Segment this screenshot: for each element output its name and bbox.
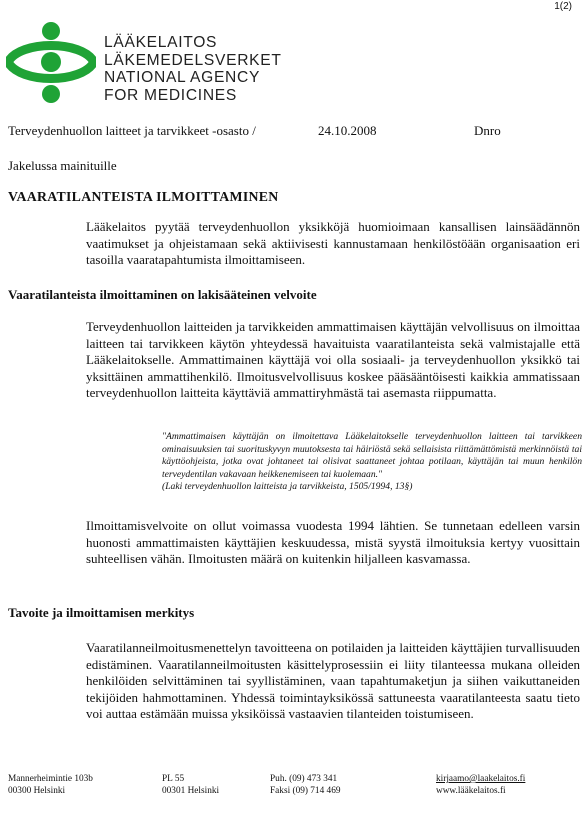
section2-heading: Tavoite ja ilmoittamisen merkitys bbox=[8, 605, 195, 620]
legal-quote-text: "Ammattimaisen käyttäjän on ilmoitettava Lääkelaitokselle terveydenhuollon laitteen tai tarvikkeen ominaisuuksien tai suorituskyvyn muutoksesta tai häiriöstä sekä sellaisista riittämättömistä merkinnöistä tai käyttöohjeista, jotka ovat johtaneet tai olisivat saattaneet johtaa potilaan, käyttäjän tai muun henkilön terveydentilan vakavaan heikkenemiseen tai kuolemaan." bbox=[162, 431, 582, 480]
section1-paragraph: Terveydenhuollon laitteiden ja tarvikkeiden ammattimaisen käyttäjän velvollisuus on ilmoittaa laitteen tai tarvikkeen käytön yhteydessä havaituista vaaratilanteista sekä valmistajalle että Lääkelaitokselle. Ammattimainen käyttäjä voi olla sosiaali- ja terveydenhuollon yksikkö tai yksittäinen ammattihenkilö. Ilmoitusvelvollisuus koskee pääsääntöisesti kaikkia ammatissaan terveydenhuollon laitteita käyttäviä ammattiryhmästä tai asemasta riippumatta. bbox=[86, 319, 580, 400]
agency-name-sv: LÄKEMEDELSVERKET bbox=[104, 51, 282, 69]
dnro-label: Dnro bbox=[474, 123, 501, 138]
legal-quote-reference: (Laki terveydenhuollon laitteista ja tarvikkeista, 1505/1994, 13§) bbox=[162, 481, 413, 493]
footer-email-link[interactable]: kirjaamo@laakelaitos.fi bbox=[436, 774, 526, 784]
footer-contact bbox=[436, 773, 525, 797]
logo-shape bbox=[8, 22, 94, 103]
department: Terveydenhuollon laitteet ja tarvikkeet -osasto / bbox=[8, 123, 256, 138]
footer-pobox-number: PL 55 bbox=[162, 774, 185, 784]
recipient: Jakelussa mainituille bbox=[8, 158, 117, 173]
document-date: 24.10.2008 bbox=[318, 123, 377, 138]
section2-paragraph: Vaaratilanneilmoitusmenettelyn tavoitteena on potilaiden ja laitteiden käyttäjien turvallisuuden edistäminen. Vaaratilanneilmoitusten käsittelyprosessiin ei liity tilanteessa mukana olleiden henkilöiden selvittäminen tai syyllistäminen, vaan tapahtumaketjun ja siihen vaikuttaneiden tekijöiden hahmottaminen. Yhdessä toimintayksikössä sattuneesta vaaratilanteesta saatu tieto voi auttaa estämään muissa yksiköissä vastaavien tilanteiden toistumiseen. bbox=[86, 640, 580, 721]
legal-quote bbox=[162, 431, 582, 494]
section1-paragraph-2: Ilmoittamisvelvoite on ollut voimassa vuodesta 1994 lähtien. Se tunnetaan edelleen varsin huonosti ammattimaisten käyttäjien keskuudessa, mistä syystä ilmoituksia kertyy vuosittain suhteellisen vähän. Ilmoitusten määrä on kuitenkin hiljalleen kasvamassa. bbox=[86, 518, 580, 566]
footer-phone: Puh. (09) 473 341 bbox=[270, 774, 338, 784]
agency-names bbox=[104, 34, 282, 104]
footer-fax: Faksi (09) 714 469 bbox=[270, 786, 341, 796]
agency-name-en-2: FOR MEDICINES bbox=[104, 86, 237, 104]
footer-phone-block bbox=[270, 773, 341, 797]
footer-street: Mannerheimintie 103b bbox=[8, 774, 93, 784]
footer-address bbox=[8, 773, 93, 797]
footer-pobox-city: 00301 Helsinki bbox=[162, 786, 220, 796]
footer-website-link[interactable]: www.lääkelaitos.fi bbox=[436, 786, 506, 796]
section1-heading: Vaaratilanteista ilmoittaminen on lakisääteinen velvoite bbox=[8, 287, 317, 302]
agency-name-fi: LÄÄKELAITOS bbox=[104, 34, 218, 51]
agency-logo-icon bbox=[6, 18, 96, 108]
page-number: 1(2) bbox=[554, 1, 572, 12]
document-title: VAARATILANTEISTA ILMOITTAMINEN bbox=[8, 189, 279, 204]
footer-city: 00300 Helsinki bbox=[8, 786, 66, 796]
intro-paragraph: Lääkelaitos pyytää terveydenhuollon yksikköjä huomioimaan kansallisen lainsäädännön vaatimukset ja ohjeistamaan sekä aktiivisesti kannustamaan henkilöstöään organisaation eri tasoilla vaaratapahtumista ilmoittamiseen. bbox=[86, 219, 580, 267]
footer-pobox bbox=[162, 773, 219, 797]
agency-name-en-1: NATIONAL AGENCY bbox=[104, 69, 261, 86]
